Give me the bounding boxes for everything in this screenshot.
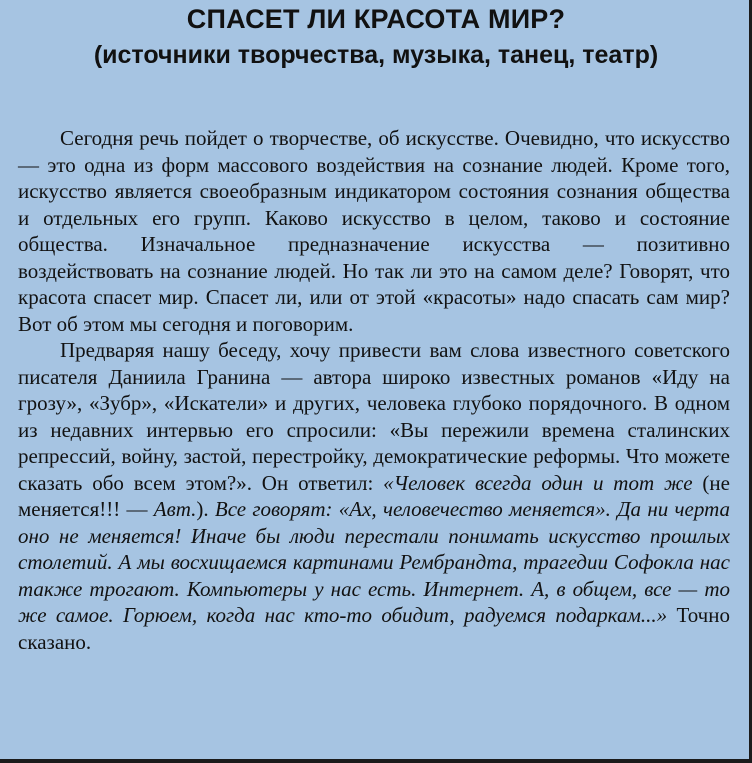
paragraph-2-ending: Точно сказано.: [18, 603, 730, 654]
paragraph-2: [18, 337, 730, 655]
author-note-close: ).: [196, 497, 215, 521]
paragraph-2-intro: Предваряя нашу беседу, хочу привести вам слова известного советского писателя Даниила Гранина — автора широко известных романов «Иду на грозу», «Зубр», «Искатели» и других, человека глубоко порядочного. В одном из недавних интервью его спросили: «Вы пережили времена сталинских репрессий, войну, застой, перестройку, демократические реформы. Что можете сказать обо всем этом?». Он ответил:: [18, 338, 730, 495]
article-heading: [0, 2, 752, 72]
article-title: СПАСЕТ ЛИ КРАСОТА МИР?: [186, 4, 566, 34]
author-note-open: (не меняется!!! —: [18, 470, 730, 521]
granin-quote-start: «Человек всегда один и тот же: [383, 470, 693, 495]
article-subtitle: (источники творчества, музыка, танец, театр): [93, 41, 659, 69]
page-border-bottom: [0, 759, 752, 763]
paragraph-1: Сегодня речь пойдет о творчестве, об искусстве. Очевидно, что искусство — это одна из форм массового воздействия на сознание людей. Кроме того, искусство является своеобразным индикатором состояния сознания общества и отдельных его групп. Каково искусство в целом, таково и состояние общества. Изначальное предназначение искусства — позитивно воздействовать на сознание людей. Но так ли это на самом деле? Говорят, что красота спасет мир. Спасет ли, или от этой «красоты» надо спасать сам мир? Вот об этом мы сегодня и поговорим.: [18, 126, 730, 336]
author-note-label: Авт.: [153, 497, 197, 521]
granin-quote-rest: Все говорят: «Ах, человечество меняется». Да ни черта оно не меняется! Иначе бы люди перестали понимать искусство прошлых столетий. А мы восхищаемся картинами Рембрандта, трагедии Софокла нас также трогают. Компьютеры у нас есть. Интернет. А, в общем, все — то же самое. Горюем, когда нас кто-то обидит, радуемся подаркам...»: [18, 497, 730, 627]
article-body: [18, 125, 730, 655]
